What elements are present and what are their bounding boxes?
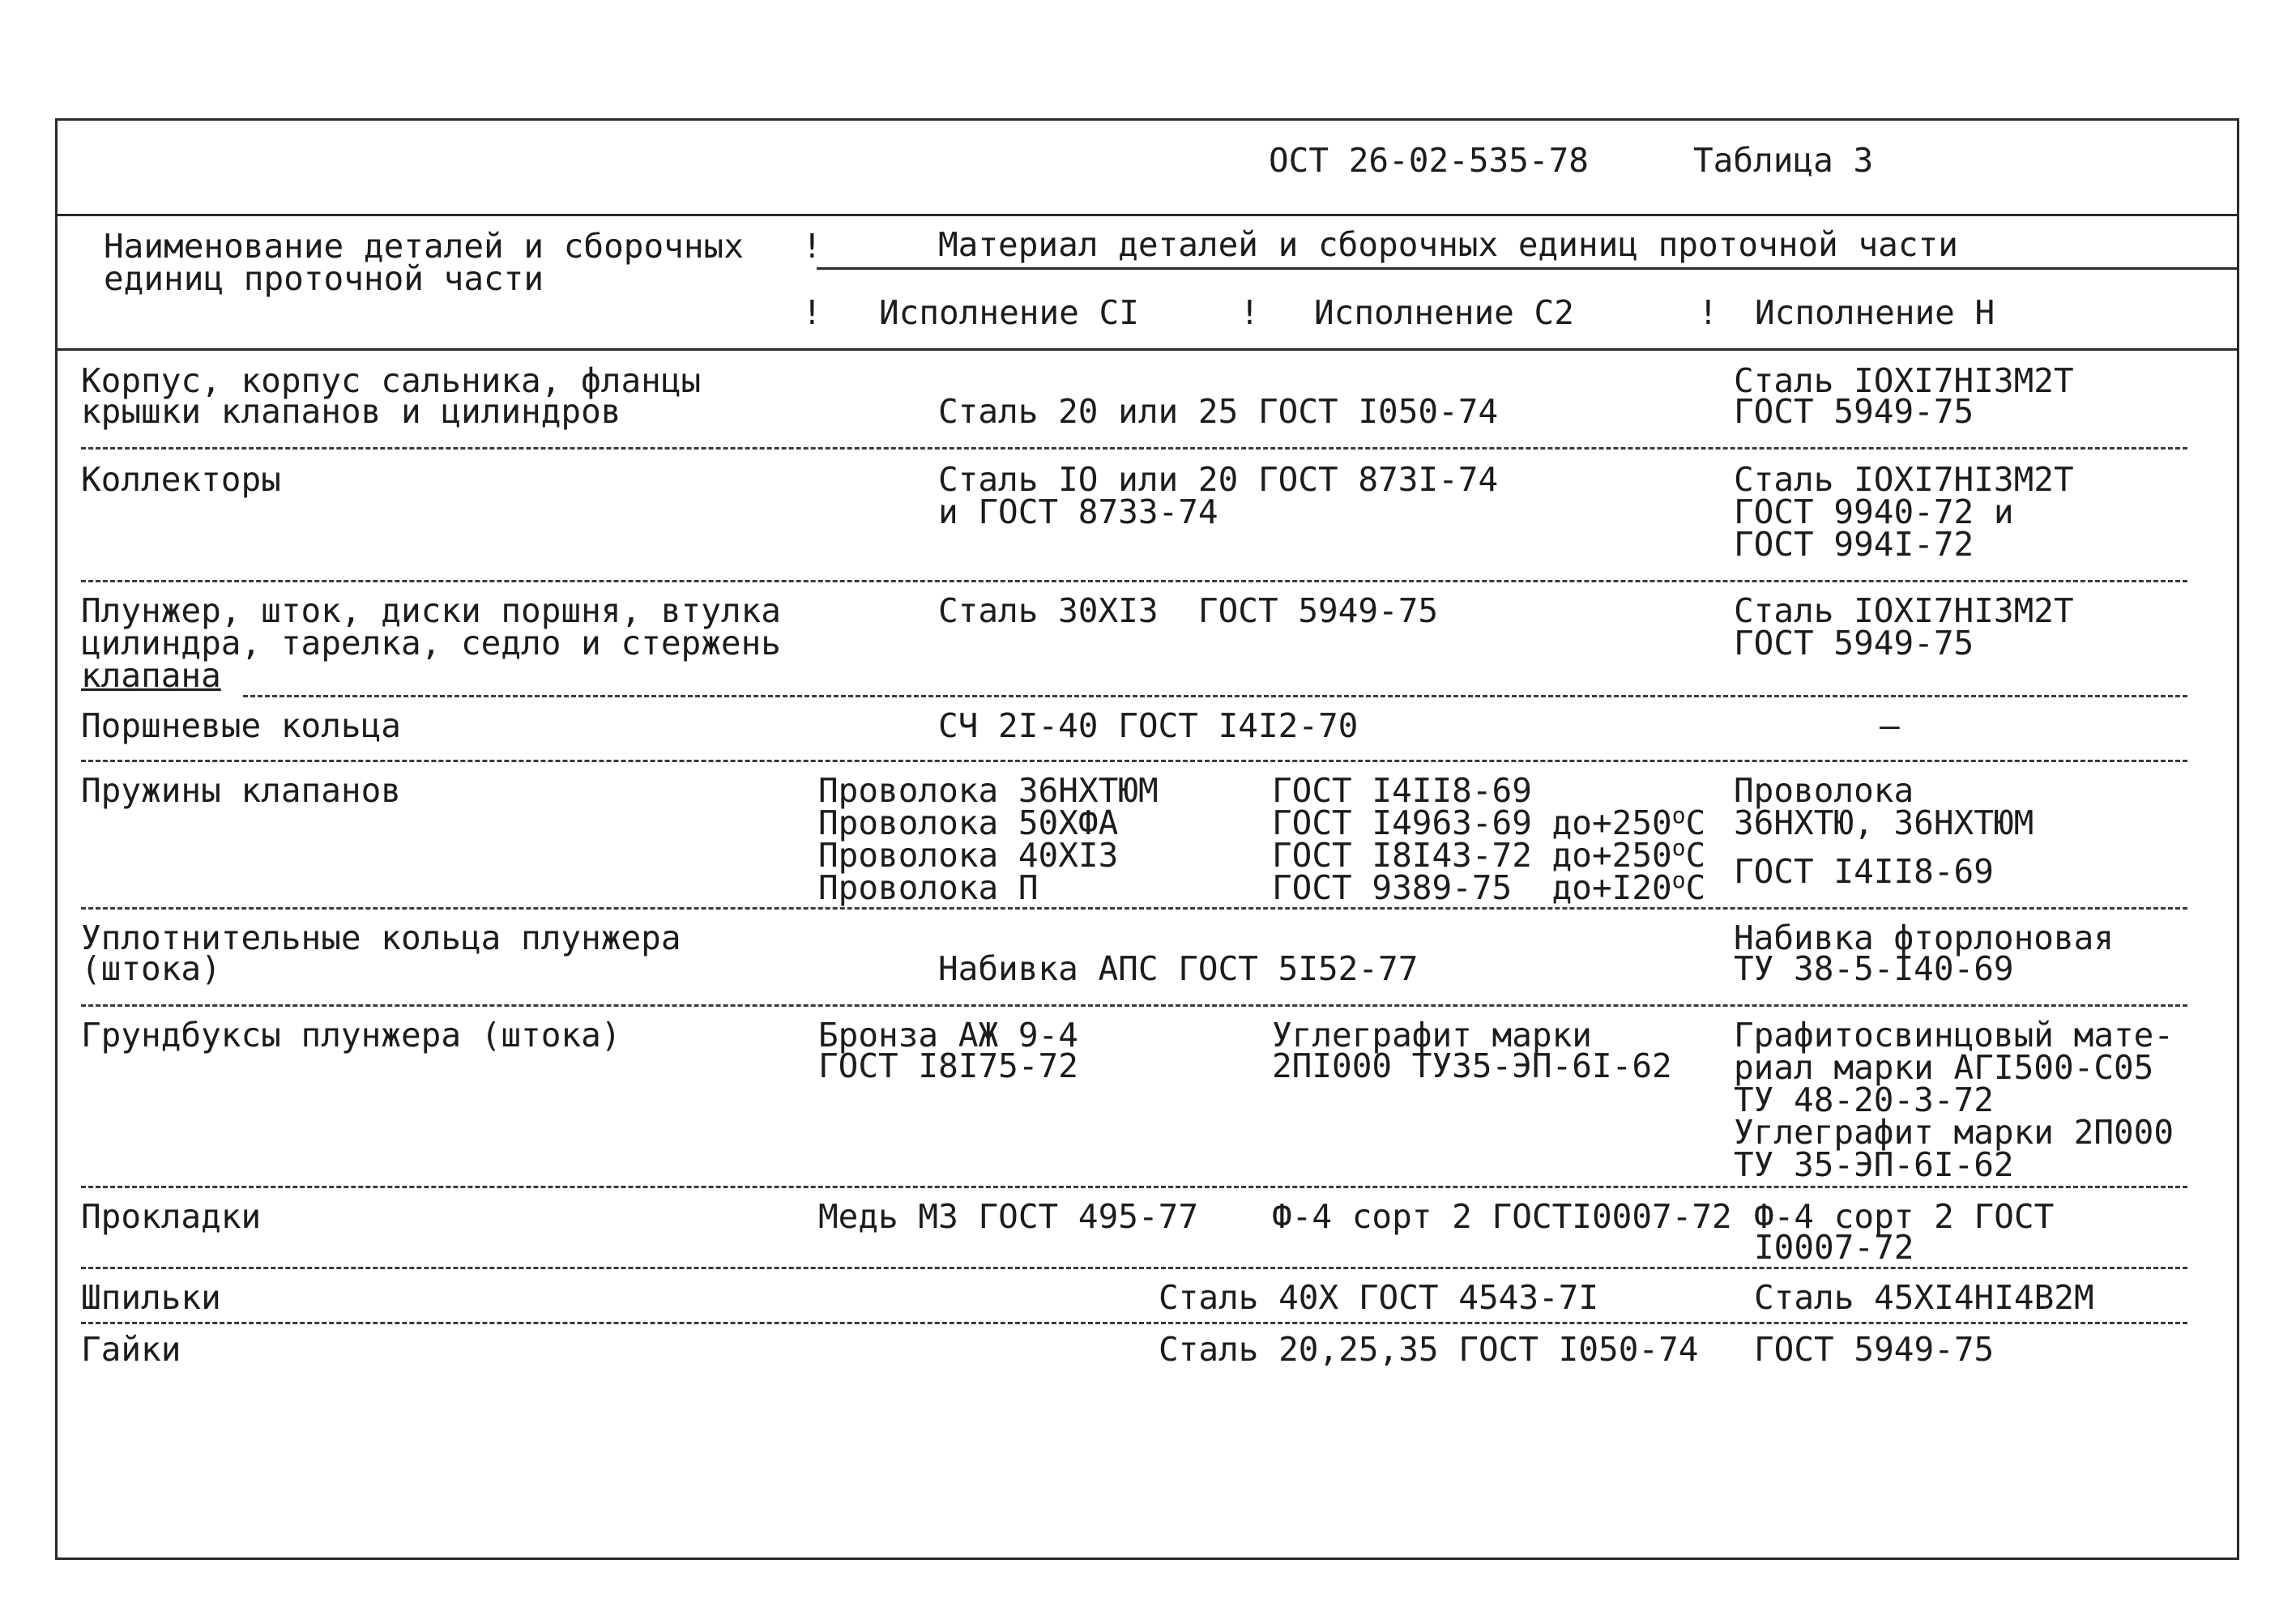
row-c1c2-value: Набивка АПС ГОСТ 5I52-77	[938, 949, 1419, 988]
col-material-heading: Материал деталей и сборочных единиц проточной части	[938, 225, 1958, 264]
row-name-line: Пружины клапанов	[81, 771, 401, 810]
row-h-value: 36НХТЮ, 36НХТЮМ	[1734, 803, 2034, 842]
row-divider	[81, 760, 2187, 762]
row-divider	[81, 1267, 2187, 1269]
row-c2-value: Ф-4 сорт 2 ГОСТI0007-72	[1272, 1197, 1732, 1236]
material-heading-rule	[817, 267, 2239, 270]
row-name-line: (штока)	[81, 949, 221, 988]
row-h-value: ТУ 38-5-I40-69	[1734, 949, 2014, 988]
row-h-value: Сталь 45XI4HI4B2M	[1754, 1278, 2094, 1317]
row-name-line: Коллекторы	[81, 460, 281, 499]
row-c1c2-value: Сталь IO или 20 ГОСТ 873I-74	[938, 460, 1499, 499]
row-h-value: I0007-72	[1754, 1228, 1914, 1267]
row-c1-value: Проволока 50ХФА	[818, 803, 1119, 842]
row-c1-value: Проволока 36НХТЮМ	[818, 771, 1159, 810]
row-h-value: ГОСТ 5949-75	[1734, 624, 1974, 663]
row-name-line: Шпильки	[81, 1278, 221, 1317]
row-c2-value: ГОСТ 9389-75 $до+I20^oC$	[1272, 867, 1706, 907]
col-name-heading-line1: Наименование деталей и сборочных	[104, 227, 744, 266]
row-h-value: ГОСТ 5949-75	[1754, 1330, 1995, 1369]
row-c1c2-value: Сталь 20 или 25 ГОСТ I050-74	[938, 392, 1499, 431]
degree-mark: o	[1671, 802, 1686, 829]
row-divider	[81, 580, 2187, 582]
col-name-heading-line2: единиц проточной части	[104, 259, 544, 298]
row-c1c2-value: и ГОСТ 8733-74	[938, 492, 1218, 531]
table-label: Таблица 3	[1693, 141, 1874, 180]
row-h-value: ТУ 35-ЭП-6I-62	[1734, 1145, 2014, 1184]
row-c2-value: ГОСТ I4II8-69	[1272, 771, 1532, 810]
col-separator-mark: !	[1240, 293, 1260, 332]
row-h-value: –	[1880, 706, 1900, 745]
row-c2-value: ГОСТ I4963-69 $до+250^oC$	[1272, 802, 1706, 842]
row-h-value: риал марки АГI500-С05	[1734, 1048, 2154, 1087]
row-name-line: Грундбуксы плунжера (штока)	[81, 1016, 621, 1055]
doc-code: ОСТ 26-02-535-78	[1269, 141, 1589, 180]
row-h-value: ГОСТ 9940-72 и	[1734, 492, 2014, 531]
row-divider	[243, 695, 2187, 697]
col-c1-heading: Исполнение CI	[879, 293, 1139, 332]
row-c2-value: Углеграфит марки	[1272, 1016, 1592, 1055]
row-h-value: Графитосвинцовый мате-	[1734, 1016, 2174, 1055]
row-c1c2-value: Сталь 30XI3 ГОСТ 5949-75	[938, 591, 1439, 630]
row-h-value: Сталь IOXI7HI3M2T	[1734, 361, 2074, 400]
row-c2-value: 2ПI000 ТУ35-ЭП-6I-62	[1272, 1046, 1672, 1085]
row-h-value: ГОСТ 5949-75	[1734, 392, 1974, 431]
row-c2-value: ГОСТ I8I43-72 $до+250^oC$	[1272, 834, 1706, 875]
degree-mark: o	[1671, 867, 1686, 893]
row-h-value: Проволока	[1734, 771, 1914, 810]
heading-bottom-rule	[55, 348, 2239, 351]
row-divider	[81, 1004, 2187, 1007]
row-h-value: ТУ 48-20-3-72	[1734, 1080, 1994, 1119]
row-divider	[81, 447, 2187, 450]
row-h-value: Набивка фторлоновая	[1734, 918, 2114, 957]
row-name-line: крышки клапанов и цилиндров	[81, 392, 621, 431]
row-h-value: Сталь IOXI7HI3M2T	[1734, 591, 2074, 630]
degree-mark: o	[1671, 834, 1686, 861]
row-c1c2-value: Сталь 20,25,35 ГОСТ I050-74	[1159, 1330, 1699, 1369]
row-c1-value: Проволока П	[818, 868, 1039, 907]
row-divider	[81, 1186, 2187, 1188]
row-c1c2-value: Сталь 40Х ГОСТ 4543-7I	[1159, 1278, 1599, 1317]
row-name-line: Прокладки	[81, 1197, 262, 1236]
row-name-line: клапана	[81, 656, 221, 695]
row-c1-value: Бронза АЖ 9-4	[818, 1016, 1078, 1055]
col-c2-heading: Исполнение C2	[1314, 293, 1574, 332]
col-separator-mark: !	[802, 293, 822, 332]
row-divider	[81, 1322, 2187, 1324]
row-name-line: Гайки	[81, 1330, 181, 1369]
row-name-line: цилиндра, тарелка, седло и стержень	[81, 624, 781, 663]
row-h-value: Ф-4 сорт 2 ГОСТ	[1754, 1197, 2055, 1236]
row-c1-value: Проволока 40XI3	[818, 836, 1119, 875]
row-c1-value: Медь М3 ГОСТ 495-77	[818, 1197, 1198, 1236]
row-h-value: Сталь IOXI7HI3M2T	[1734, 460, 2074, 499]
row-c1-value: ГОСТ I8I75-72	[818, 1046, 1078, 1085]
header-rule	[55, 214, 2239, 216]
col-h-heading: Исполнение Н	[1755, 293, 1995, 332]
row-name-line: Плунжер, шток, диски поршня, втулка	[81, 591, 781, 630]
row-h-value: ГОСТ I4II8-69	[1734, 852, 1994, 891]
col-separator-mark: !	[802, 227, 822, 266]
row-name-line: Корпус, корпус сальника, фланцы	[81, 361, 702, 400]
row-divider	[81, 907, 2187, 910]
row-h-value: ГОСТ 994I-72	[1734, 525, 1974, 564]
col-separator-mark: !	[1698, 293, 1718, 332]
row-name-line: Поршневые кольца	[81, 706, 401, 745]
row-name-line: Уплотнительные кольца плунжера	[81, 918, 681, 957]
row-c1c2-value: СЧ 2I-40 ГОСТ I4I2-70	[938, 706, 1359, 745]
row-h-value: Углеграфит марки 2П000	[1734, 1113, 2174, 1152]
